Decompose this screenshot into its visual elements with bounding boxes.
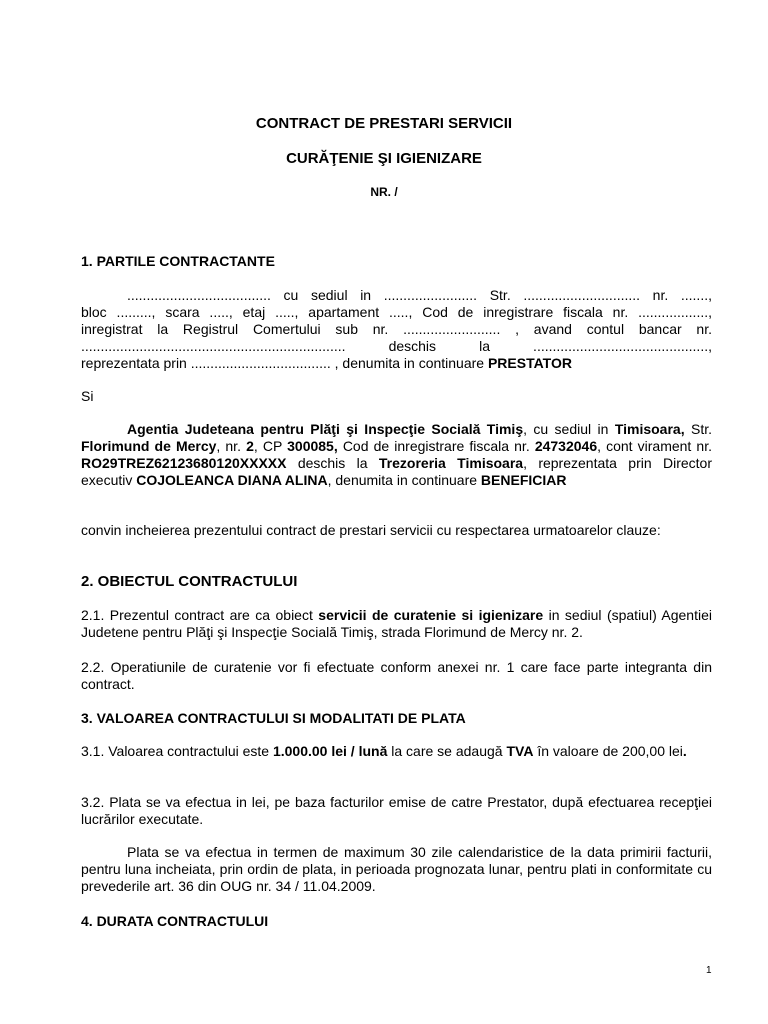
beneficiar-iban: RO29TREZ62123680120XXXXX <box>81 455 287 471</box>
prestator-line-1: ..................................... cu sediul in ........................ Str. .............................. nr. ......., <box>127 287 712 303</box>
clause-2-1 <box>81 607 712 641</box>
page-number: 1 <box>706 965 712 976</box>
clause-3-1-text-e: în valoare de 200,00 lei <box>533 743 683 759</box>
beneficiar-text-4: , CP <box>253 438 288 454</box>
contract-number: NR. / <box>370 185 398 199</box>
contract-title: CONTRACT DE PRESTARI SERVICII <box>255 115 513 132</box>
clause-2-1-text-a: 2.1. Prezentul contract are ca obiect <box>81 607 319 623</box>
beneficiar-agency: Agentia Judeteana pentru Plăţi şi Inspecţie Socială Timiş <box>127 421 524 437</box>
contract-subtitle: CURĂŢENIE ŞI IGIENIZARE <box>286 150 482 167</box>
clause-2-2: 2.2. Operatiunile de curatenie vor fi efectuate conform anexei nr. 1 care face parte integranta din contract. <box>81 659 712 692</box>
section-4-heading: 4. DURATA CONTRACTULUI <box>81 913 269 929</box>
clause-3-1-text-a: 3.1. Valoarea contractului este <box>81 743 273 759</box>
beneficiar-bank: Trezoreria Timisoara <box>378 455 524 471</box>
agreement-text: convin incheierea prezentului contract de prestari servicii cu respectarea urmatoarelor clauze: <box>81 522 661 538</box>
clause-2-1-object: servicii de curatenie si igienizare <box>318 607 544 623</box>
prestator-line-3: inregistrat la Registrul Comertului sub nr. ......................... , avand contul bancar nr. <box>81 321 712 337</box>
beneficiar-text-9: , denumita in continuare <box>327 472 481 488</box>
prestator-line-5-text: reprezentata prin .................................... , denumita in continuare <box>81 355 488 371</box>
beneficiar-paragraph <box>81 421 712 489</box>
section-1-heading: 1. PARTILE CONTRACTANTE <box>81 253 275 269</box>
clause-3-1-tva: TVA <box>506 743 534 759</box>
beneficiar-label: BENEFICIAR <box>480 472 567 488</box>
beneficiar-street-no: 2 <box>246 438 254 454</box>
prestator-paragraph <box>81 287 712 372</box>
beneficiar-text-1: , cu sediul in <box>523 421 609 437</box>
clause-3-1 <box>81 743 712 760</box>
beneficiar-city: Timisoara, <box>614 421 685 437</box>
beneficiar-text-3: , nr. <box>216 438 247 454</box>
beneficiar-street: Florimund de Mercy <box>81 438 217 454</box>
beneficiar-postal: 300085, <box>287 438 338 454</box>
prestator-line-4: .................................................................... deschis la ............................................., <box>81 338 712 354</box>
clause-3-2: 3.2. Plata se va efectua in lei, pe baza facturilor emise de catre Prestator, după efectuarea recepţiei lucrărilor executate. <box>81 794 712 827</box>
clause-3-1-text-c: la care se adaugă <box>387 743 507 759</box>
beneficiar-text-7: deschis la <box>286 455 379 471</box>
clause-3-payment-terms: Plata se va efectua in termen de maximum 30 zile calendaristice de la data primirii facturii, pentru luna incheiata, prin ordin de plata, in perioada prognozata lunar, pentru plati in conformitate cu prevederile art. 36 din OUG nr. 34 / 11.04.2009. <box>81 844 712 894</box>
beneficiar-director: COJOLEANCA DIANA ALINA <box>136 472 328 488</box>
beneficiar-text-5: Cod de inregistrare fiscala nr. <box>337 438 530 454</box>
section-2-heading: 2. OBIECTUL CONTRACTULUI <box>81 573 298 590</box>
si-text: Si <box>81 388 94 404</box>
prestator-line-5 <box>81 355 712 372</box>
beneficiar-text-8: , reprezentata prin Director executiv <box>81 455 712 488</box>
clause-2-1-text-c: in sediul (spatiul) Agentiei Judetene pentru Plăţi şi Inspecţie Socială Timiş, strada Florimund de Mercy nr. 2. <box>81 607 712 640</box>
prestator-label: PRESTATOR <box>487 355 572 371</box>
beneficiar-cif: 24732046 <box>534 438 598 454</box>
clause-3-1-value: 1.000.00 lei / lună <box>272 743 388 759</box>
prestator-line-2: bloc ........., scara ....., etaj ....., apartament ....., Cod de inregistrare fiscala nr. .................., <box>81 304 712 320</box>
section-3-heading: 3. VALOAREA CONTRACTULUI SI MODALITATI DE PLATA <box>81 710 466 726</box>
beneficiar-text-2: Str. <box>684 421 712 437</box>
beneficiar-text-6: , cont virament nr. <box>597 438 712 454</box>
clause-3-1-period: . <box>682 743 687 759</box>
